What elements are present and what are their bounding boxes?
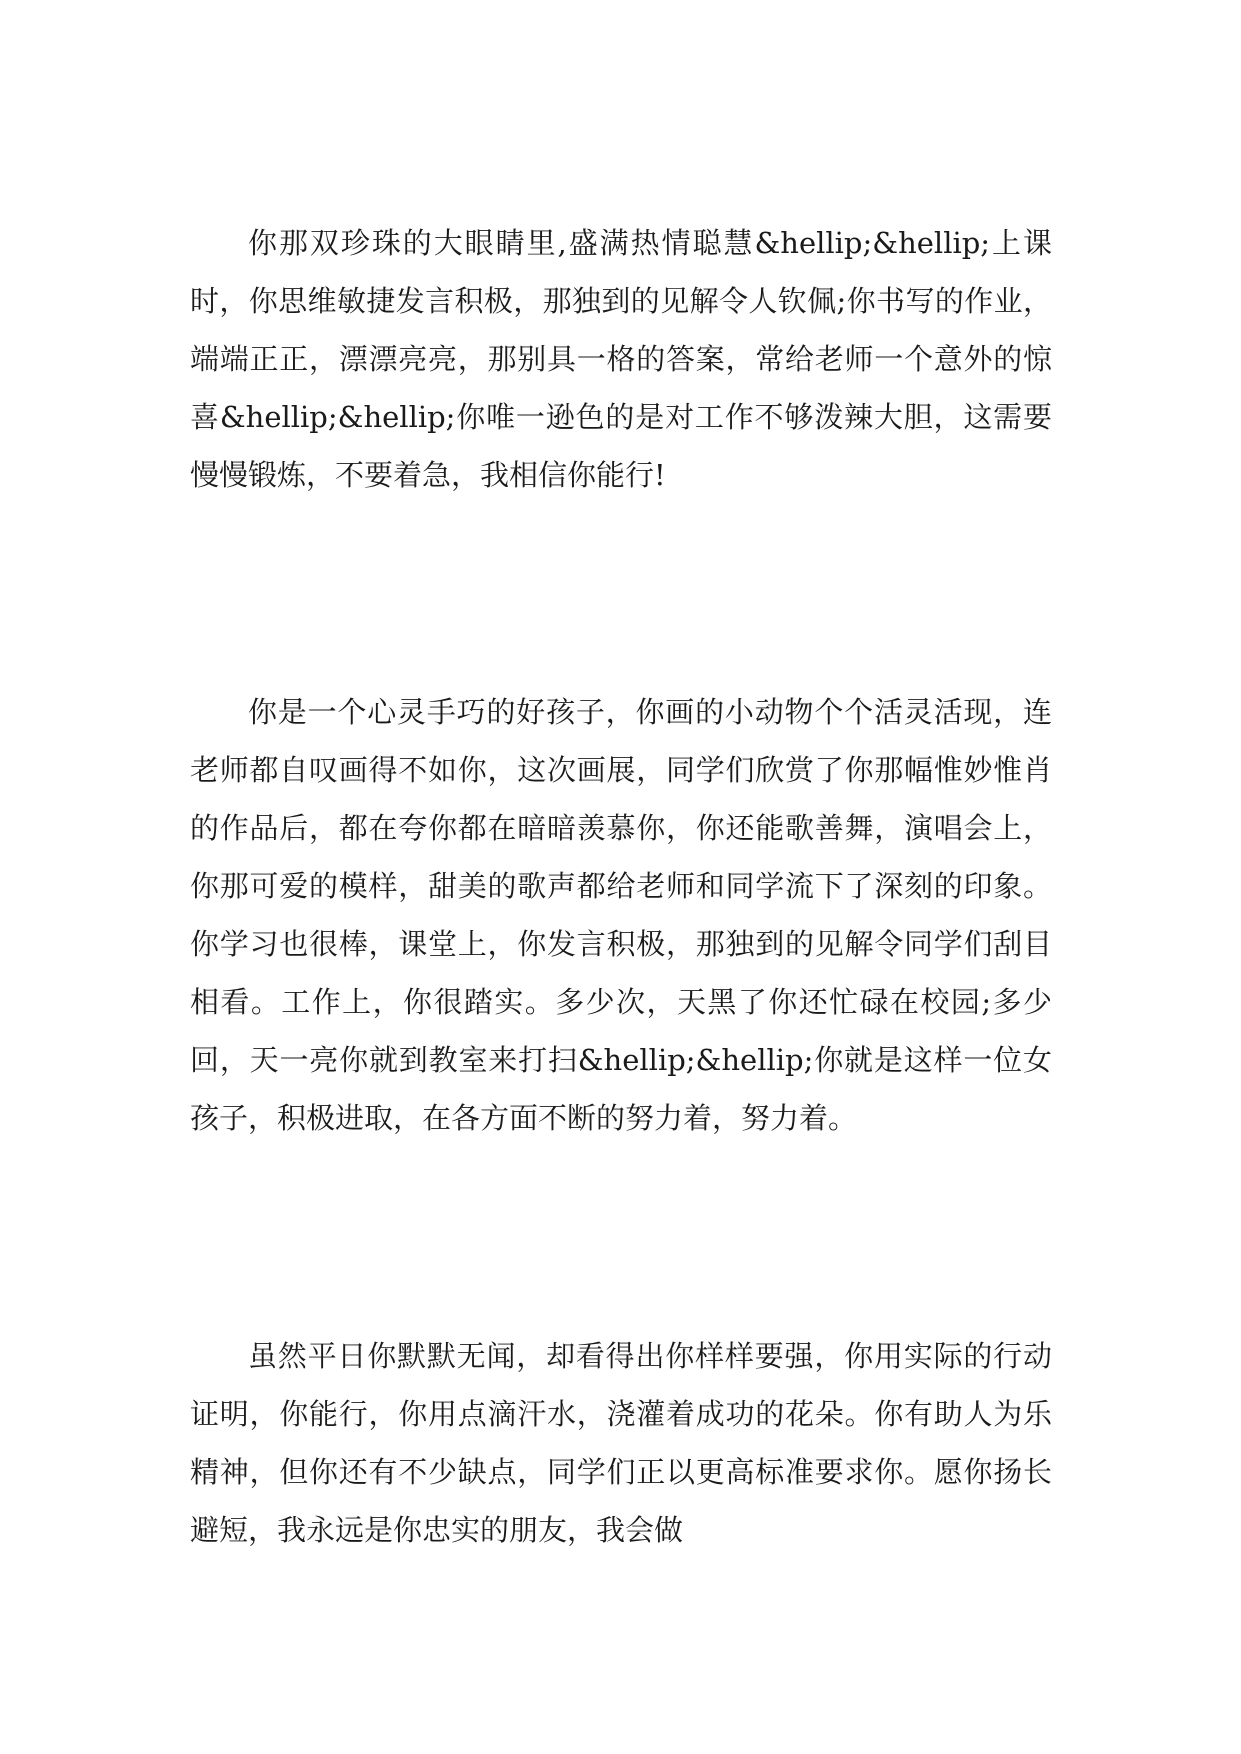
paragraph-3: 虽然平日你默默无闻，却看得出你样样要强，你用实际的行动证明，你能行，你用点滴汗水，浇灌着成功的花朵。你有助人为乐精神，但你还有不少缺点，同学们正以更高标准要求你。愿你扬长避短，我永远是你忠实的朋友，我会做 [190,1339,1052,1547]
paragraph-2: 你是一个心灵手巧的好孩子，你画的小动物个个活灵活现，连老师都自叹画得不如你，这次画展，同学们欣赏了你那幅惟妙惟肖的作品后，都在夸你都在暗暗羡慕你，你还能歌善舞，演唱会上，你那可爱的模样，甜美的歌声都给老师和同学流下了深刻的印象。你学习也很棒，课堂上，你发言积极，那独到的见解令同学们刮目相看。工作上，你很踏实。多少次，天黑了你还忙碌在校园;多少回，天一亮你就到教室来打扫&hellip;&hellip;你就是这样一位女孩子，积极进取，在各方面不断的努力着，努力着。 [190,695,1052,1135]
paragraph-1: 你那双珍珠的大眼睛里,盛满热情聪慧&hellip;&hellip;上课时，你思维敏捷发言积极，那独到的见解令人钦佩;你书写的作业，端端正正，漂漂亮亮，那别具一格的答案，常给老师一个意外的惊喜&hellip;&hellip;你唯一逊色的是对工作不够泼辣大胆，这需要慢慢锻炼，不要着急，我相信你能行! [190,226,1052,492]
